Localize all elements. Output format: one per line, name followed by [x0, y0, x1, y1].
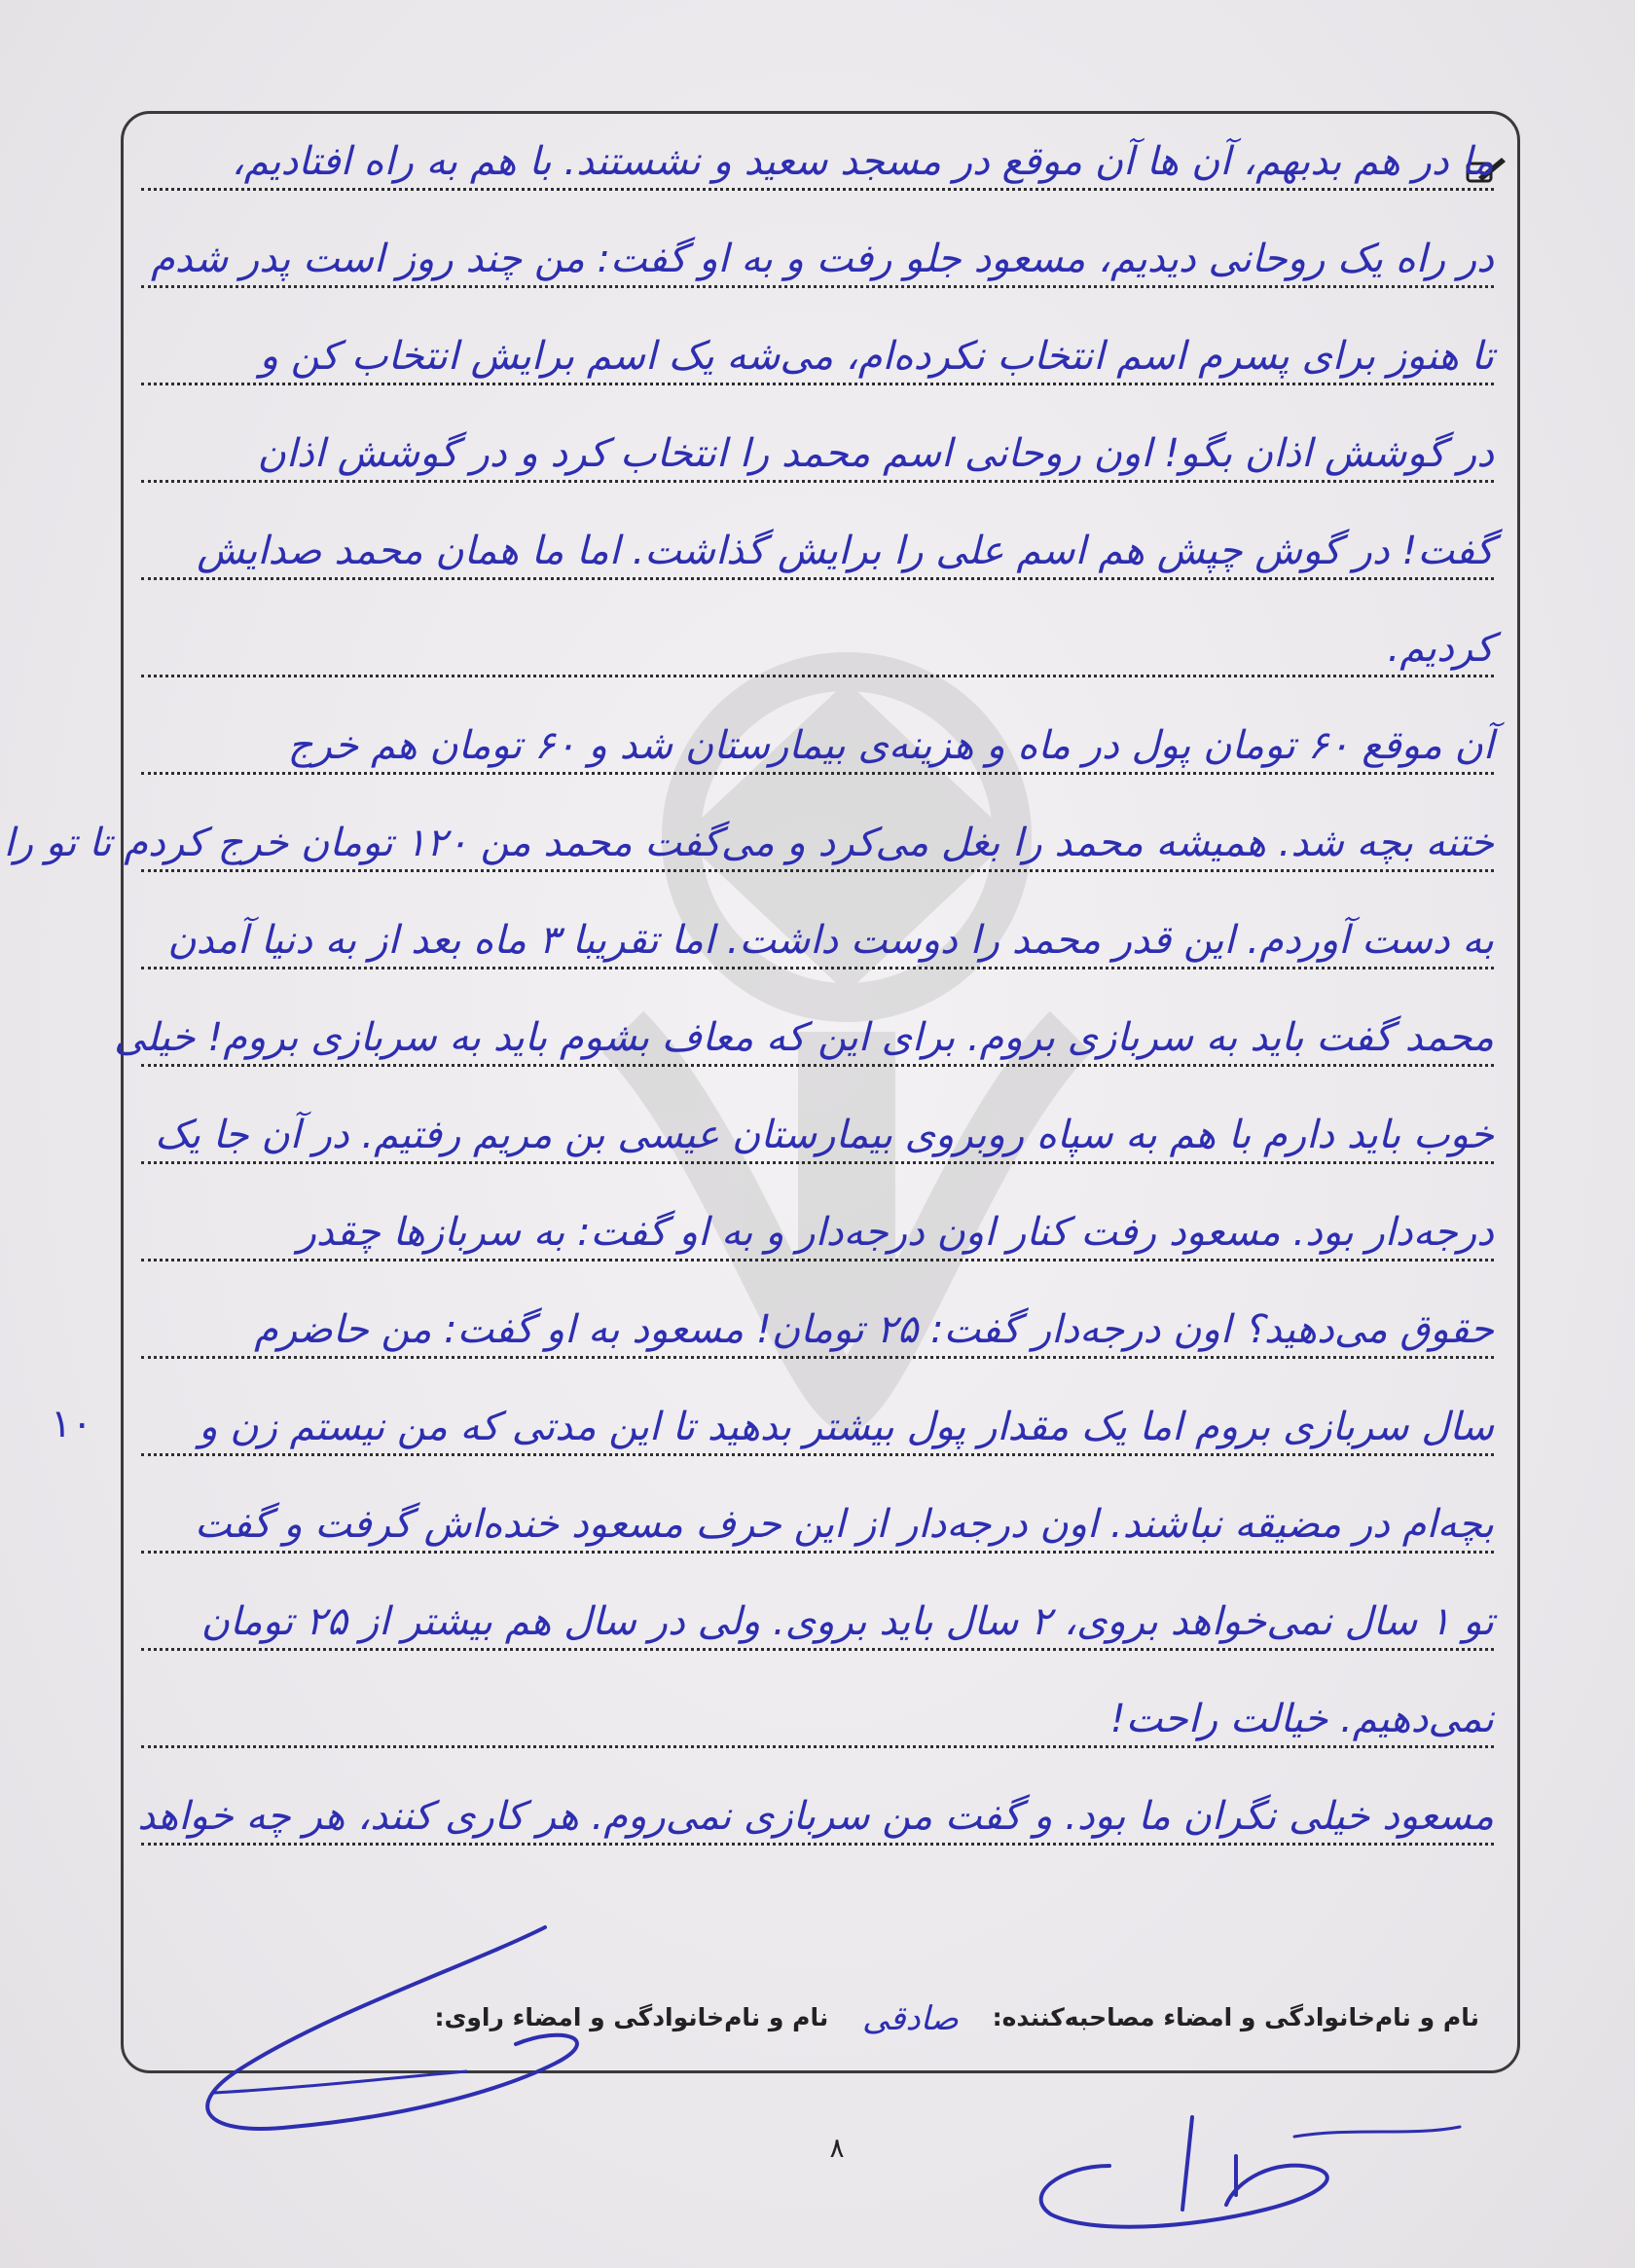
- handwriting-line: به دست آوردم. این قدر محمد را دوست داشت. اما تقریبا ۳ ماه بعد از به دنیا آمدن: [167, 918, 1494, 963]
- handwriting-line: ما در هم بدبهم، آن ها آن موقع در مسجد سعید و نشستند. با هم به راه افتادیم،: [231, 139, 1494, 184]
- handwriting-line: آن موقع ۶۰ تومان پول در ماه و هزینه‌ی بیمارستان شد و ۶۰ تومان هم خرج: [287, 723, 1494, 768]
- handwriting-line: تا هنوز برای پسرم اسم انتخاب نکرده‌ام، می‌شه یک اسم برایش انتخاب کن و: [259, 334, 1494, 379]
- handwriting-line: کردیم.: [1387, 626, 1494, 671]
- text-line: [114, 995, 1494, 1088]
- text-line: [141, 1287, 1494, 1380]
- margin-note: ۱۰: [51, 1402, 92, 1446]
- handwriting-line: خوب باید دارم با هم به سپاه روبروی بیمارستان عیسی بن مریم رفتیم. در آن جا یک: [155, 1113, 1494, 1157]
- text-line: [141, 1579, 1494, 1672]
- text-line: [141, 1676, 1494, 1770]
- interviewer-label: نام و نام‌خانوادگی و امضاء مصاحبه‌کننده:: [992, 2003, 1479, 2031]
- text-line: [141, 119, 1494, 212]
- handwriting-line: تو ۱ سال نمی‌خواهد بروی، ۲ سال باید بروی. ولی در سال هم بیشتر از ۲۵ تومان: [200, 1599, 1494, 1644]
- handwriting-line: حقوق می‌دهید؟ اون درجه‌دار گفت: ۲۵ تومان! مسعود به او گفت: من حاضرم: [254, 1307, 1494, 1352]
- text-line: [141, 508, 1494, 602]
- interviewer-signature: صادقی: [861, 1999, 959, 2038]
- handwriting-line: گفت! در گوش چپش هم اسم علی را برایش گذاشت. اما ما همان محمد صدایش: [197, 529, 1494, 573]
- handwriting-line: سال سربازی بروم اما یک مقدار پول بیشتر بدهید تا این مدتی که من نیستم زن و: [199, 1405, 1494, 1449]
- handwriting-line: در راه یک روحانی دیدیم، مسعود جلو رفت و به او گفت: من چند روز است پدر شدم: [150, 237, 1494, 281]
- handwriting-line: نمی‌دهیم. خیالت راحت!: [1109, 1697, 1494, 1741]
- handwriting-line: درجه‌دار بود. مسعود رفت کنار اون درجه‌دار و به او گفت: به سربازها چقدر: [297, 1210, 1494, 1255]
- text-line: [141, 216, 1494, 310]
- text-line: [141, 411, 1494, 504]
- text-line: [141, 897, 1494, 991]
- text-line: [141, 1092, 1494, 1186]
- handwriting-line: مسعود خیلی نگران ما بود. و گفت من سربازی نمی‌روم. هر کاری کنند، هر چه خواهد: [137, 1794, 1494, 1839]
- text-line: [141, 703, 1494, 796]
- page-number: ۸: [829, 2132, 845, 2164]
- signature-footer: [292, 1999, 1479, 2038]
- text-line: [141, 313, 1494, 407]
- handwriting-line: محمد گفت باید به سربازی بروم. برای این که معاف بشوم باید به سربازی بروم! خیلی: [114, 1015, 1494, 1060]
- text-line: [3, 800, 1494, 894]
- handwriting-line: بچه‌ام در مضیقه نباشند. اون درجه‌دار از این حرف مسعود خنده‌اش گرفت و گفت: [195, 1502, 1494, 1547]
- handwriting-line: در گوشش اذان بگو! اون روحانی اسم محمد را انتخاب کرد و در گوشش اذان: [257, 431, 1494, 476]
- narrator-label: نام و نام‌خانوادگی و امضاء راوی:: [434, 2003, 829, 2031]
- text-line: [141, 1384, 1494, 1478]
- text-line: [137, 1774, 1494, 1867]
- text-line: [141, 1482, 1494, 1575]
- handwriting-line: ختنه بچه شد. همیشه محمد را بغل می‌کرد و می‌گفت محمد من ۱۲۰ تومان خرج کردم تا تو را: [3, 821, 1494, 865]
- text-line: [141, 605, 1494, 699]
- text-line: [141, 1189, 1494, 1283]
